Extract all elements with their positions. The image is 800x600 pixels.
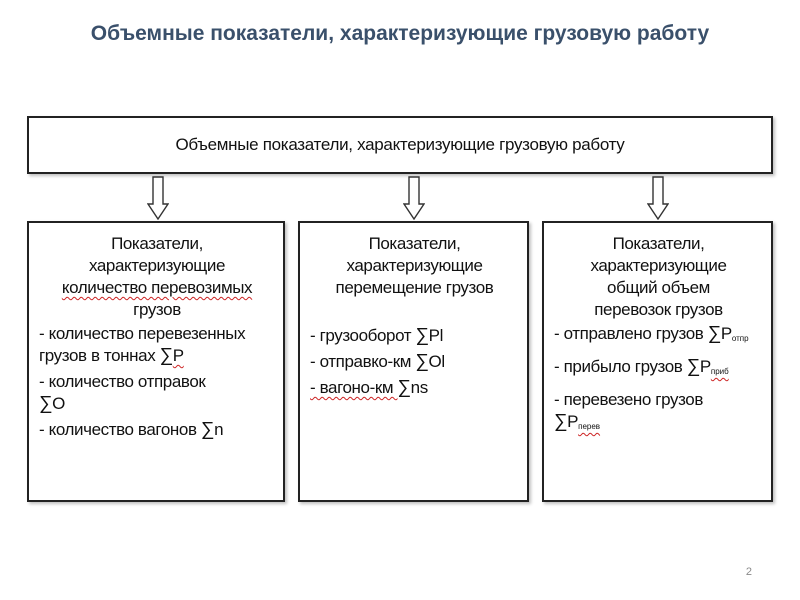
list-item: - отправко-км ∑Ol [310,351,445,372]
list-item: ∑O [39,393,65,414]
list-item: - количество отправок [39,372,206,391]
heading-line: характеризующие [88,256,226,275]
arrow-down-icon [403,176,425,220]
heading-line: перевозок грузов [594,300,723,319]
list-item: - грузооборот ∑Pl [310,325,443,346]
column-movement [298,221,529,502]
heading-line: характеризующие [590,256,727,275]
heading-line: характеризующие [346,256,483,275]
heading-line: перемещение грузов [335,278,494,297]
list-item: - прибыло грузов $\sum P_{приб}$ [554,356,729,377]
list-item: - количество вагонов ∑n [39,419,224,440]
column-total-volume [542,221,773,502]
arrow-down-icon [647,176,669,220]
list-item: - перевезено грузов [554,390,703,409]
heading-line: Показатели, [368,234,461,253]
list-item: $\sum P_{перев}$ [554,411,601,432]
heading-line: грузов [133,300,181,319]
heading-line: Показатели, [111,234,203,253]
top-box [27,116,773,174]
slide-title: Объемные показатели, характеризующие грузовую работу [90,22,710,45]
list-item: - количество перевезенных [39,324,246,343]
column-heading [554,233,763,321]
heading-line: количество перевозимых [61,278,253,297]
list-item: - отправлено грузов $\sum P_{отпр}$ [554,323,749,344]
list-item: грузов в тоннах ∑P [39,345,184,366]
page-number: 2 [745,566,752,578]
column-quantity [27,221,285,502]
column-heading [310,233,519,299]
list-item: - вагоно-км ∑ns [310,377,428,398]
top-box-label: Объемные показатели, характеризующие грузовую работу [175,135,625,154]
arrow-down-icon [147,176,169,220]
heading-line: Показатели, [612,234,705,253]
heading-line: общий объем [607,278,710,297]
column-heading [39,233,275,321]
